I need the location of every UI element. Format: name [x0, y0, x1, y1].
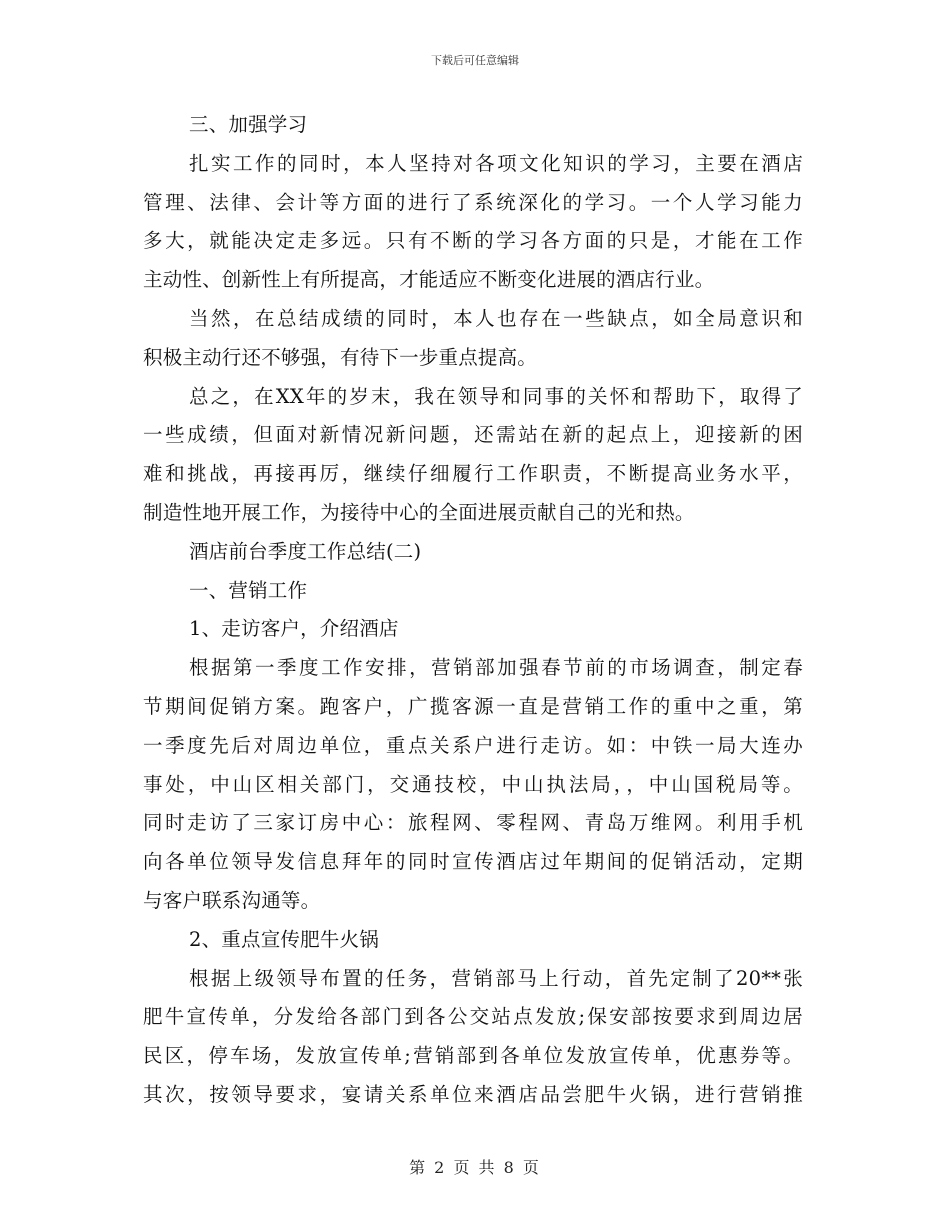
paragraph-line: 肥牛宣传单，分发给各部门到各公交站点发放;保安部按要求到周边居: [143, 1005, 803, 1029]
paragraph-line: 多大，就能决定走多远。只有不断的学习各方面的只是，才能在工作: [143, 229, 803, 253]
paragraph-line: 扎实工作的同时，本人坚持对各项文化知识的学习，主要在酒店: [189, 151, 803, 175]
subsection-heading: 1、走访客户，介绍酒店: [189, 617, 399, 641]
paragraph-line: 同时走访了三家订房中心：旅程网、零程网、青岛万维网。利用手机: [143, 811, 803, 835]
paragraph-line: 其次，按领导要求，宴请关系单位来酒店品尝肥牛火锅，进行营销推: [143, 1082, 803, 1106]
paragraph-line: 根据上级领导布置的任务，营销部马上行动，首先定制了20**张: [189, 966, 803, 990]
paragraph-line: 一季度先后对周边单位，重点关系户进行走访。如：中铁一局大连办: [143, 733, 803, 757]
paragraph-line: 总之，在XX年的岁末，我在领导和同事的关怀和帮助下，取得了: [189, 384, 803, 408]
paragraph-line: 与客户联系沟通等。: [143, 888, 321, 912]
paragraph-line: 积极主动行还不够强，有待下一步重点提高。: [143, 345, 538, 369]
paragraph-line: 管理、法律、会计等方面的进行了系统深化的学习。一个人学习能力: [143, 190, 803, 214]
document-body: [143, 106, 803, 1115]
paragraph-line: 制造性地开展工作，为接待中心的全面进展贡献自己的光和热。: [143, 500, 695, 524]
paragraph-line: 一些成绩，但面对新情况新问题，还需站在新的起点上，迎接新的困: [143, 423, 803, 447]
paragraph-line: 节期间促销方案。跑客户，广揽客源一直是营销工作的重中之重，第: [143, 694, 803, 718]
subsection-heading: 2、重点宣传肥牛火锅: [189, 927, 379, 951]
section-heading: 一、营销工作: [189, 578, 308, 602]
section-heading: 三、加强学习: [189, 113, 308, 136]
paragraph-line: 难和挑战，再接再厉，继续仔细履行工作职责，不断提高业务水平，: [143, 462, 803, 486]
paragraph-line: 主动性、创新性上有所提高，才能适应不断变化进展的酒店行业。: [143, 268, 715, 292]
paragraph-line: 向各单位领导发信息拜年的同时宣传酒店过年期间的促销活动，定期: [143, 850, 803, 874]
paragraph-line: 当然，在总结成绩的同时，本人也存在一些缺点，如全局意识和: [189, 306, 803, 330]
page-number: 第 2 页 共 8 页: [409, 1158, 541, 1177]
paragraph-line: 民区，停车场，发放宣传单;营销部到各单位发放宣传单，优惠券等。: [143, 1044, 803, 1068]
page-header-note: 下载后可任意编辑: [431, 54, 519, 67]
paragraph-line: 根据第一季度工作安排，营销部加强春节前的市场调查，制定春: [189, 656, 803, 680]
document-subtitle: 酒店前台季度工作总结(二): [189, 539, 422, 563]
paragraph-line: 事处，中山区相关部门，交通技校，中山执法局，，中山国税局等。: [143, 772, 803, 796]
